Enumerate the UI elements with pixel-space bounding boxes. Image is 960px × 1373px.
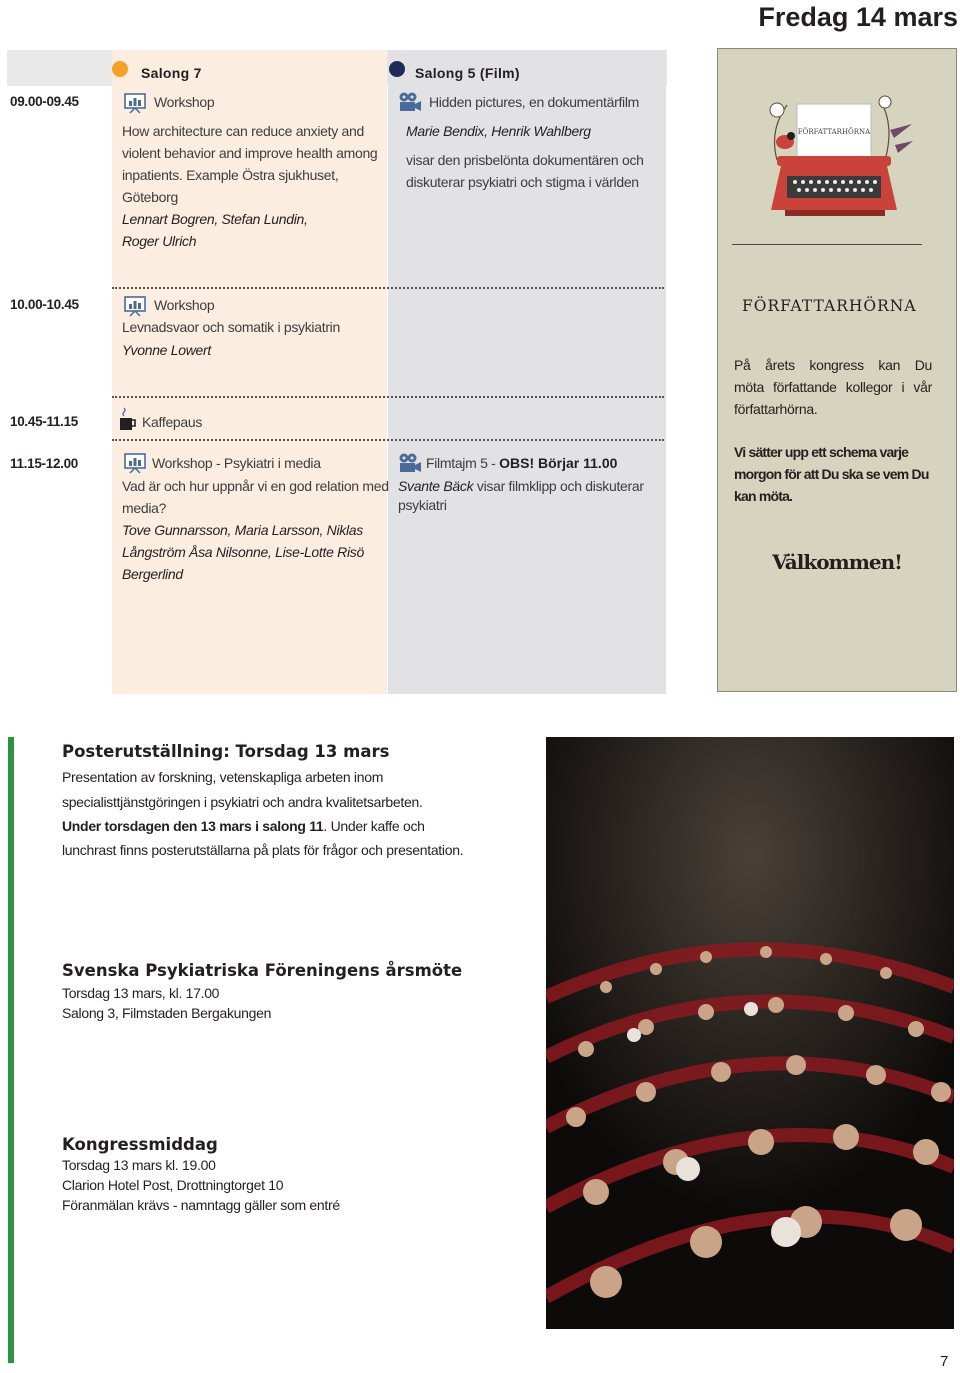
typewriter-icon <box>755 90 915 224</box>
film-speaker: Svante Bäck <box>398 478 474 494</box>
divider <box>732 244 922 245</box>
film-title <box>426 452 617 474</box>
session-type: Workshop <box>154 94 215 110</box>
presentation-icon <box>124 295 146 317</box>
session-description: violent behavior and improve health among <box>122 145 378 161</box>
time-slot-2: 10.00-10.45 <box>10 297 79 312</box>
sidebar-text: morgon för att Du ska se vem Du <box>734 466 929 482</box>
divider <box>112 439 664 441</box>
time-slot-4: 11.15-12.00 <box>10 456 79 471</box>
salong5-dot-icon <box>389 61 405 77</box>
poster-rest: . Under kaffe och <box>323 818 425 834</box>
sidebar-text: kan möta. <box>734 488 793 504</box>
sidebar-text: På årets kongress kan Du <box>734 357 932 373</box>
session-type: Workshop - Psykiatri i media <box>152 455 321 471</box>
annual-meeting-text: Salong 3, Filmstaden Bergakungen <box>62 1005 272 1021</box>
sidebar-text: författarhörna. <box>734 401 818 417</box>
salong7-label: Salong 7 <box>141 65 202 81</box>
session-description: Göteborg <box>122 189 178 205</box>
dinner-text: Torsdag 13 mars kl. 19.00 <box>62 1157 216 1173</box>
session-description: Levnadsvaor och somatik i psykiatrin <box>122 319 340 335</box>
annual-meeting-heading: Svenska Psykiatriska Föreningens årsmöte <box>62 961 463 980</box>
author-corner-heading: FÖRFATTARHÖRNA <box>742 297 917 315</box>
salong7-dot-icon <box>112 61 128 77</box>
session-description: inpatients. Example Östra sjukhuset, <box>122 167 339 183</box>
session-description: media? <box>122 500 167 516</box>
film-description: visar den prisbelönta dokumentären och <box>406 152 644 168</box>
session-speakers: Lennart Bogren, Stefan Lundin, <box>122 211 308 227</box>
welcome-text: Välkommen! <box>772 550 902 574</box>
dinner-heading: Kongressmiddag <box>62 1135 218 1154</box>
presentation-icon <box>124 452 146 474</box>
film-camera-icon <box>398 91 422 113</box>
svg-text:FÖRFATTARHÖRNA: FÖRFATTARHÖRNA <box>797 128 871 136</box>
page-number: 7 <box>940 1353 949 1370</box>
page-title: Fredag 14 mars <box>718 0 960 36</box>
annual-meeting-text: Torsdag 13 mars, kl. 17.00 <box>62 985 220 1001</box>
poster-heading: Posterutställning: Torsdag 13 mars <box>62 742 390 761</box>
film-description: diskuterar psykiatri och stigma i världen <box>406 174 639 190</box>
divider <box>112 396 664 398</box>
session-speakers: Bergerlind <box>122 566 183 582</box>
film-speakers: Marie Bendix, Henrik Wahlberg <box>406 123 591 139</box>
session-speakers: Tove Gunnarsson, Maria Larsson, Niklas <box>122 522 363 538</box>
poster-text: lunchrast finns posterutställarna på plats för frågor och presentation. <box>62 842 464 858</box>
film-description: psykiatri <box>398 497 447 513</box>
session-speakers: Roger Ulrich <box>122 233 197 249</box>
poster-text: Presentation av forskning, vetenskapliga arbeten inom <box>62 769 384 785</box>
poster-bold: Under torsdagen den 13 mars i salong 11 <box>62 818 324 834</box>
poster-text <box>62 816 425 836</box>
poster-text: specialisttjänstgöringen i psykiatri och andra kvalitetsarbeten. <box>62 794 423 810</box>
auditorium-photo <box>546 737 954 1329</box>
salong5-label: Salong 5 (Film) <box>415 65 520 81</box>
film-desc-a: visar filmklipp och diskuterar <box>473 478 644 494</box>
dinner-text: Clarion Hotel Post, Drottningtorget 10 <box>62 1177 284 1193</box>
time-slot-1: 09.00-09.45 <box>10 94 79 109</box>
sidebar-text: möta författande kollegor i vår <box>734 379 932 395</box>
presentation-icon <box>124 92 146 114</box>
dinner-text: Föranmälan krävs - namntagg gäller som entré <box>62 1197 340 1213</box>
divider <box>112 287 664 289</box>
session-speakers: Yvonne Lowert <box>122 342 211 358</box>
session-description: Vad är och hur uppnår vi en god relation med <box>122 478 389 494</box>
break-title: Kaffepaus <box>142 414 203 430</box>
film-title: Hidden pictures, en dokumentärfilm <box>429 94 640 110</box>
session-description: How architecture can reduce anxiety and <box>122 123 364 139</box>
film-title-a: Filmtajm 5 - <box>426 455 500 471</box>
film-camera-icon <box>398 452 422 474</box>
coffee-cup-icon <box>118 406 138 432</box>
session-speakers: Långström Åsa Nilsonne, Lise-Lotte Risö <box>122 544 364 560</box>
accent-bar <box>8 737 14 1363</box>
film-start-note: OBS! Börjar 11.00 <box>499 455 618 471</box>
session-type: Workshop <box>154 297 215 313</box>
sidebar-text: Vi sätter upp ett schema varje <box>734 444 909 460</box>
time-slot-3: 10.45-11.15 <box>10 414 79 429</box>
